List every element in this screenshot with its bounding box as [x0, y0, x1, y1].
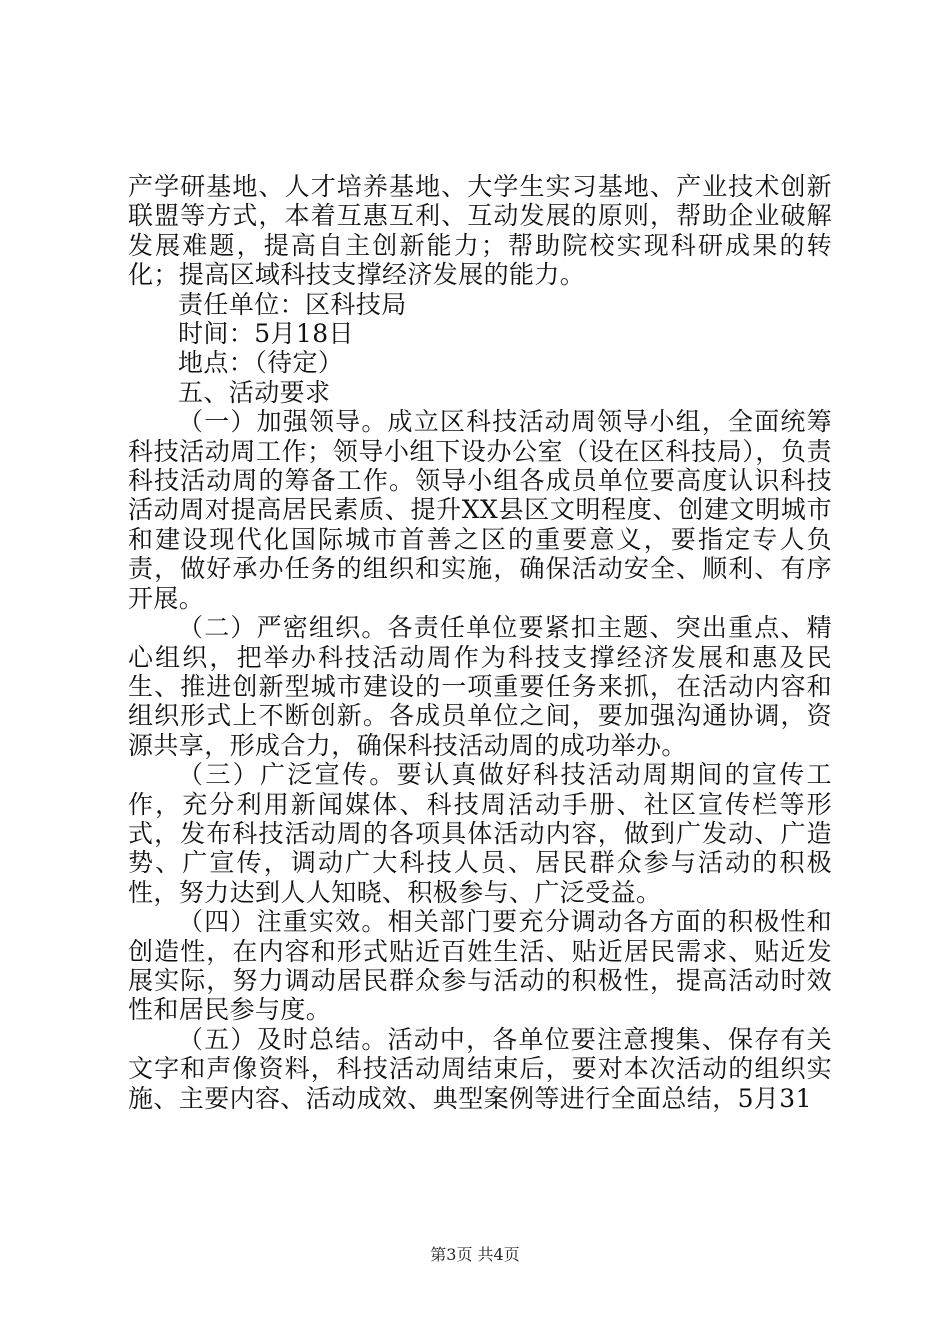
paragraph-item-5: （五）及时总结。活动中，各单位要注意搜集、保存有关文字和声像资料，科技活动周结束后，要对本次活动的组织实施、主要内容、活动成效、典型案例等进行全面总结，5月31	[128, 1024, 832, 1113]
page-footer: 第3页 共4页	[430, 1245, 520, 1264]
event-time: 时间：5月18日	[178, 319, 354, 349]
document-body	[128, 172, 832, 1113]
paragraph-item-2: （二）严密组织。各责任单位要紧扣主题、突出重点、精心组织，把举办科技活动周作为科技支撑经济发展和惠及民生、推进创新型城市建设的一项重要任务来抓，在活动内容和组织形式上不断创新。各成员单位之间，要加强沟通协调，资源共享，形成合力，确保科技活动周的成功举办。	[128, 613, 832, 760]
event-location: 地点：（待定）	[178, 348, 344, 378]
responsible-unit: 责任单位：区科技局	[178, 289, 407, 319]
paragraph-item-4: （四）注重实效。相关部门要充分调动各方面的积极性和创造性，在内容和形式贴近百姓生活、贴近居民需求、贴近发展实际，努力调动居民群众参与活动的积极性，提高活动时效性和居民参与度。	[128, 907, 832, 1025]
paragraph-item-1: （一）加强领导。成立区科技活动周领导小组，全面统筹科技活动周工作；领导小组下设办公室（设在区科技局），负责科技活动周的筹备工作。领导小组各成员单位要高度认识科技活动周对提高居民素质、提升XX县区文明程度、创建文明城市和建设现代化国际城市首善之区的重要意义，要指定专人负责，做好承办任务的组织和实施，确保活动安全、顺利、有序开展。	[128, 407, 832, 613]
paragraph-continuation: 产学研基地、人才培养基地、大学生实习基地、产业技术创新联盟等方式，本着互惠互利、互动发展的原则，帮助企业破解发展难题，提高自主创新能力；帮助院校实现科研成果的转化；提高区域科技支撑经济发展的能力。	[128, 172, 832, 290]
paragraph-item-3: （三）广泛宣传。要认真做好科技活动周期间的宣传工作，充分利用新闻媒体、科技周活动手册、社区宣传栏等形式，发布科技活动周的各项具体活动内容，做到广发动、广造势、广宣传，调动广大科技人员、居民群众参与活动的积极性，努力达到人人知晓、积极参与、广泛受益。	[128, 760, 832, 907]
section-heading: 五、活动要求	[178, 377, 331, 407]
